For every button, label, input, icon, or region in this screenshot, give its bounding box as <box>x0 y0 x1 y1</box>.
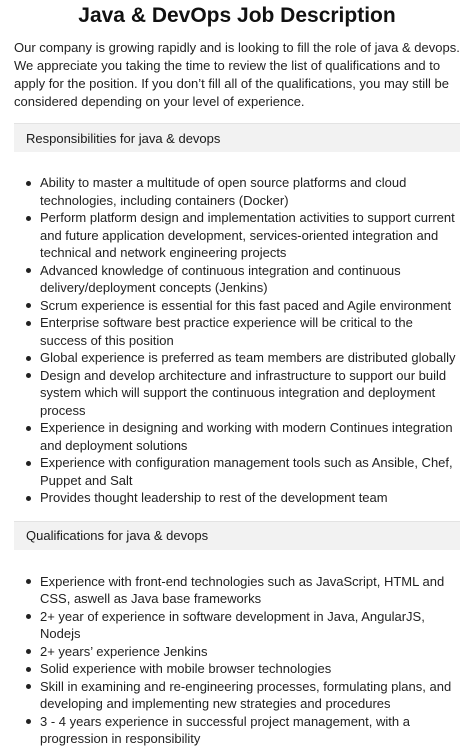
qualifications-heading: Qualifications for java & devops <box>26 528 209 543</box>
page-title: Java & DevOps Job Description <box>78 4 396 27</box>
bullet-icon <box>26 303 31 308</box>
list-item-text: Experience with front-end technologies such as JavaScript, HTML and CSS, aswell as Java base frameworks <box>40 573 445 606</box>
bullet-icon <box>26 579 31 584</box>
list-item-text: Global experience is preferred as team members are distributed globally <box>40 350 456 365</box>
list-item <box>14 454 460 489</box>
bullet-icon <box>26 181 31 186</box>
qualifications-list <box>14 573 460 748</box>
list-item <box>14 349 460 367</box>
list-item-text: Solid experience with mobile browser technologies <box>40 661 332 676</box>
bullet-icon <box>26 461 31 466</box>
list-item-text: Experience with configuration management tools such as Ansible, Chef, Puppet and Salt <box>40 455 453 488</box>
list-item-text: Scrum experience is essential for this fast paced and Agile environment <box>40 297 452 313</box>
list-item-text: Design and develop architecture and infrastructure to support our build system which will support the continuous integration and deployment process <box>40 367 447 418</box>
list-item <box>14 419 460 454</box>
list-item <box>14 314 460 349</box>
bullet-icon <box>26 321 31 326</box>
list-item <box>14 209 460 262</box>
list-item <box>14 573 460 608</box>
responsibilities-heading: Responsibilities for java & devops <box>26 130 221 146</box>
responsibilities-list <box>14 174 460 507</box>
bullet-icon <box>26 719 31 724</box>
list-item <box>14 608 460 643</box>
intro-paragraph: Our company is growing rapidly and is looking to fill the role of java & devops. We appreciate you taking the time to review the list of qualifications and to apply for the position. If you don’t fill all of the qualifications, you may still be considered depending on your level of experience. <box>14 40 460 109</box>
list-item <box>14 678 460 713</box>
bullet-icon <box>26 426 31 431</box>
bullet-icon <box>26 216 31 221</box>
responsibilities-header <box>14 123 460 152</box>
list-item <box>14 643 460 661</box>
list-item <box>14 489 460 507</box>
qualifications-header <box>14 521 460 550</box>
list-item <box>14 660 460 678</box>
list-item-text: Enterprise software best practice experience will be critical to the success of this position <box>40 315 413 348</box>
bullet-icon <box>26 268 31 273</box>
bullet-icon <box>26 356 31 361</box>
list-item-text: Ability to master a multitude of open source platforms and cloud technologies, including containers (Docker) <box>40 175 407 208</box>
list-item-text: Provides thought leadership to rest of the development team <box>40 490 388 505</box>
list-item-text: Perform platform design and implementation activities to support current and future application development, services-oriented integration and technical and network engineering projects <box>40 210 455 260</box>
bullet-icon <box>26 684 31 689</box>
list-item <box>14 367 460 420</box>
list-item-text: Advanced knowledge of continuous integration and continuous delivery/deployment concepts (Jenkins) <box>40 262 401 295</box>
bullet-icon <box>26 614 31 619</box>
list-item <box>14 262 460 297</box>
list-item <box>14 713 460 748</box>
list-item-text: 2+ years’ experience Jenkins <box>40 643 208 659</box>
list-item-text: 3 - 4 years experience in successful project management, with a progression in responsibility <box>40 713 410 746</box>
list-item <box>14 297 460 315</box>
list-item-text: Skill in examining and re-engineering processes, formulating plans, and developing and implementing new strategies and procedures <box>40 678 452 711</box>
list-item <box>14 174 460 209</box>
list-item-text: Experience in designing and working with modern Continues integration and deployment solutions <box>40 420 453 453</box>
bullet-icon <box>26 496 31 501</box>
bullet-icon <box>26 649 31 654</box>
bullet-icon <box>26 373 31 378</box>
list-item-text: 2+ year of experience in software development in Java, AngularJS, Nodejs <box>40 608 425 641</box>
bullet-icon <box>26 667 31 672</box>
